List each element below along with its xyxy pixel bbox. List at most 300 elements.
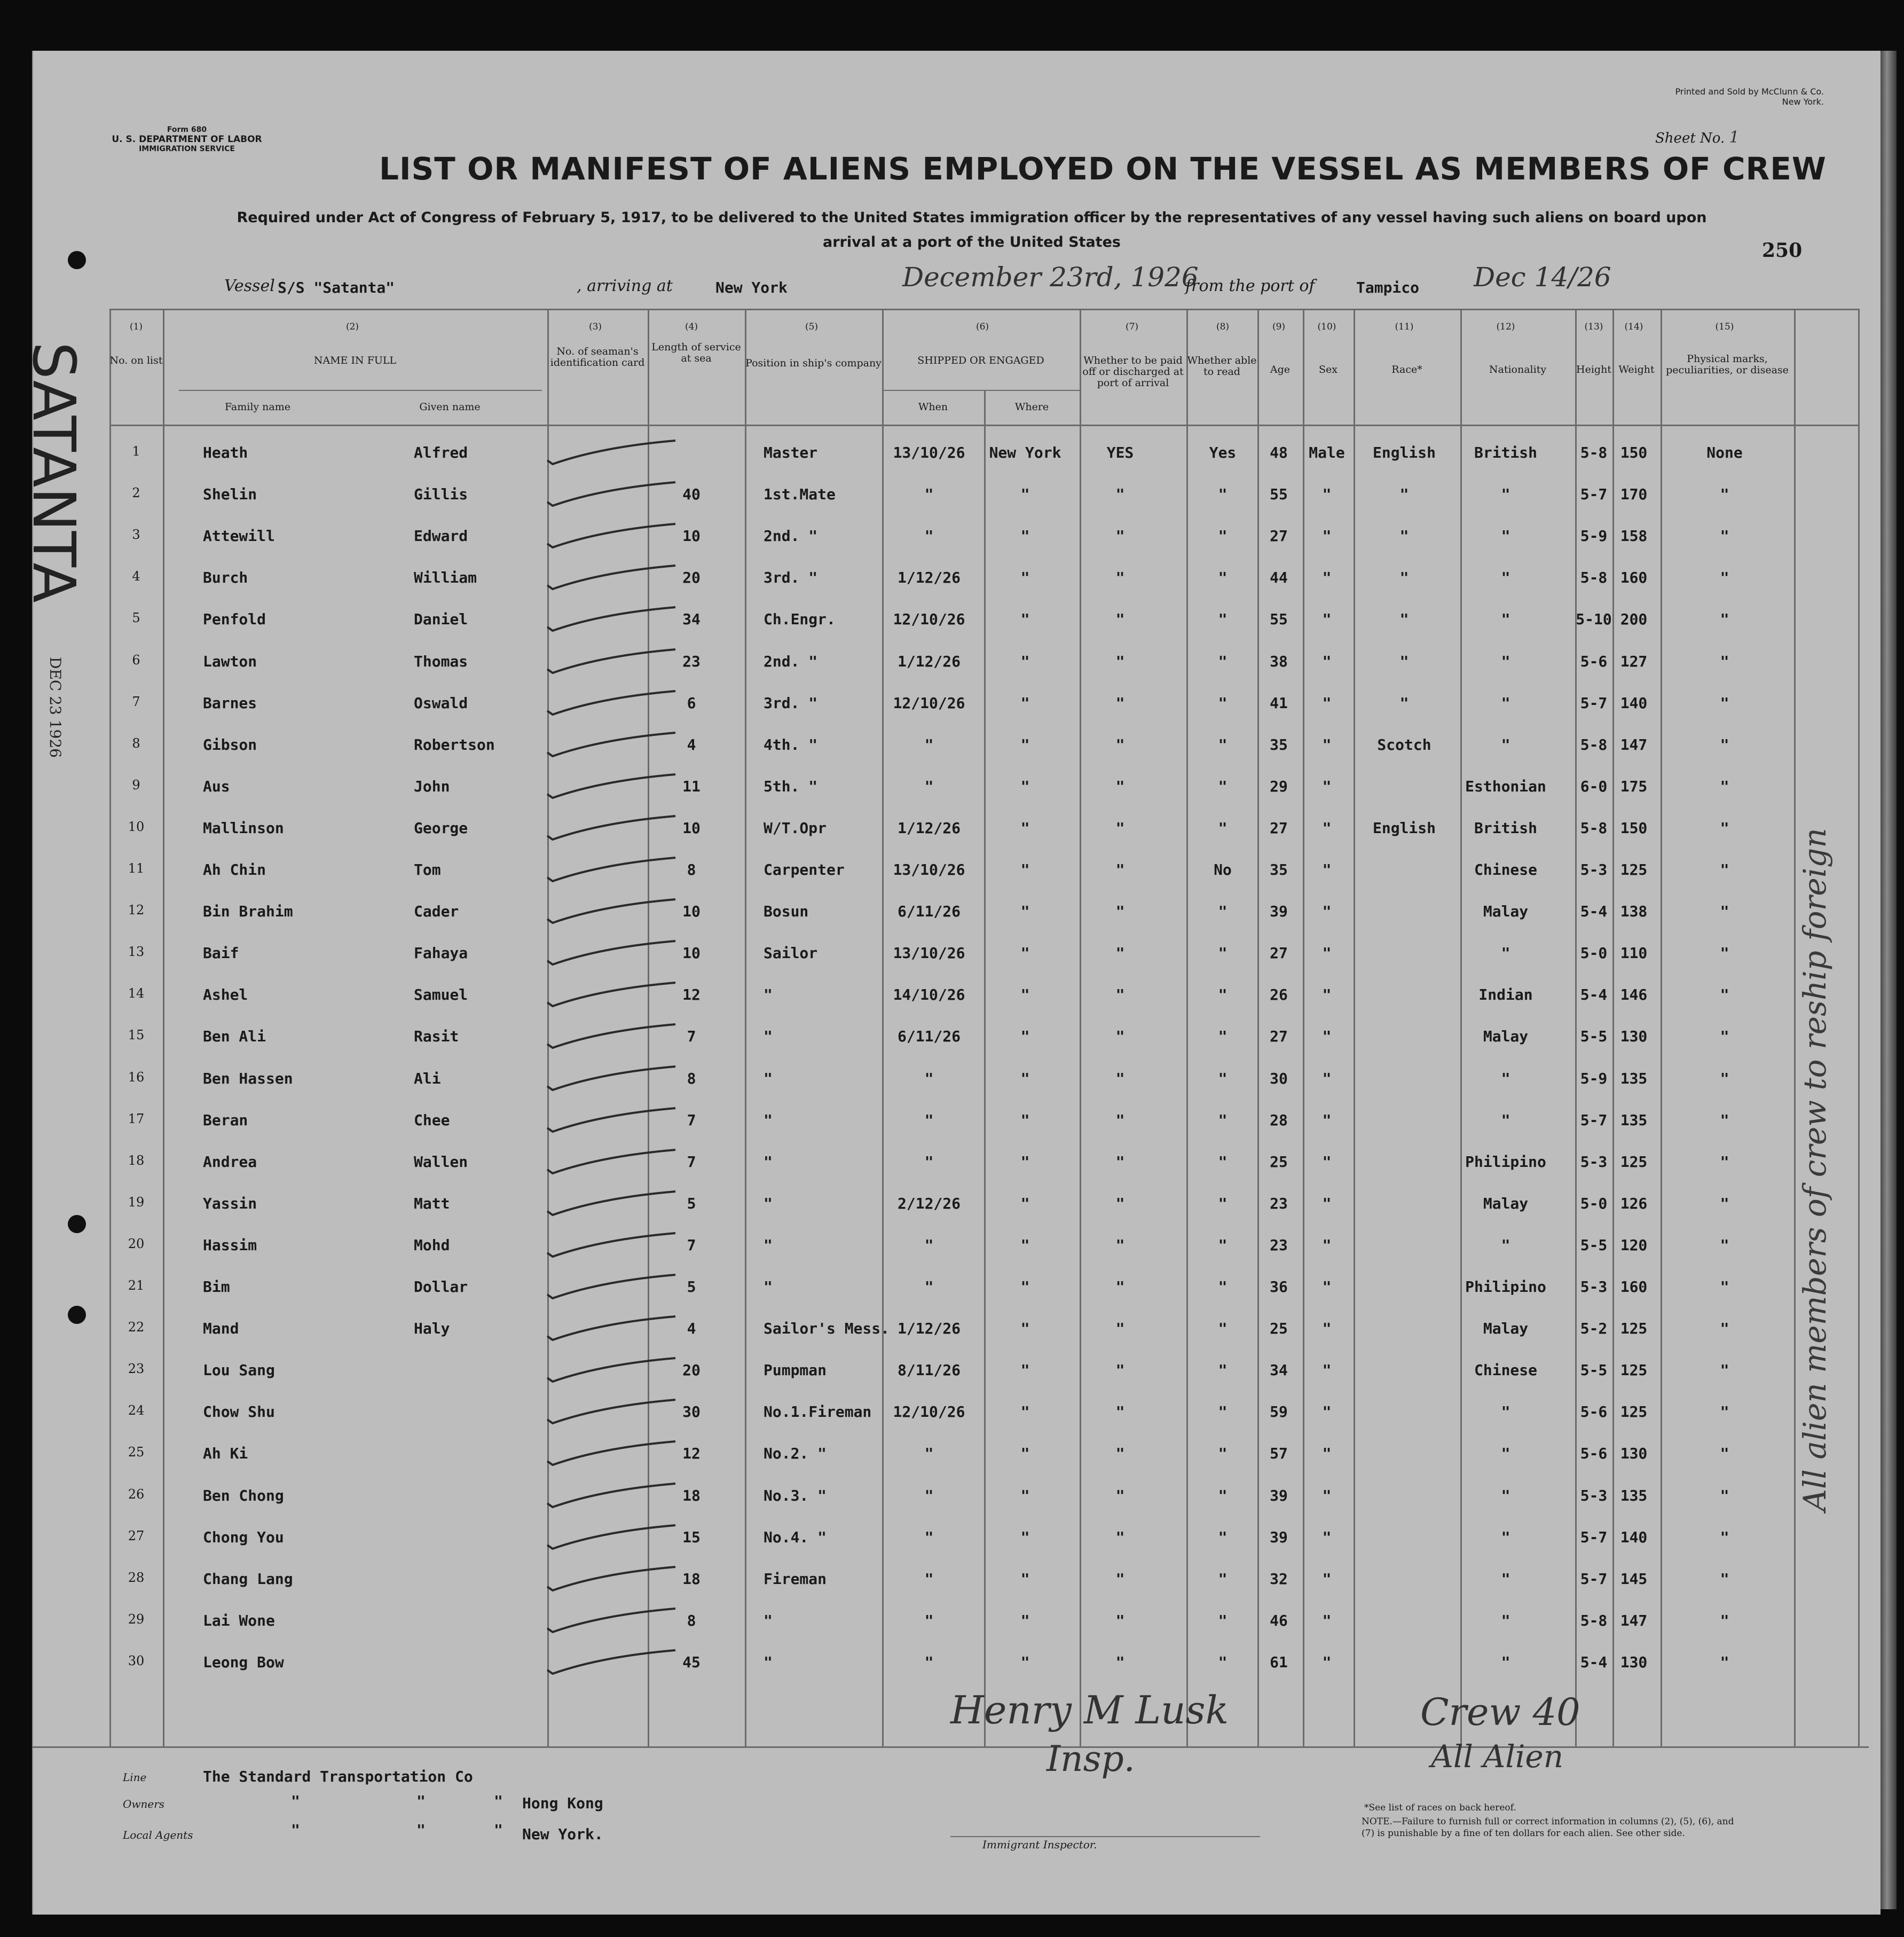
cell-service: 40	[682, 485, 701, 504]
column-header-when: When	[918, 401, 948, 413]
cell-position: 1st.Mate	[764, 485, 836, 504]
column-header-position: Position in ship's company	[745, 357, 882, 369]
cell-service: 10	[682, 903, 701, 921]
cell-marks: "	[1720, 694, 1729, 712]
table-top-rule	[109, 309, 1858, 310]
cell-age: 29	[1270, 777, 1288, 795]
page-subtitle: Required under Act of Congress of February 5, 1917, to be delivered to the United States immigration officer by the representatives of any vessel having such aliens on board upon arrival at a port of the United States	[237, 209, 1707, 250]
cell-sex: "	[1322, 1320, 1332, 1338]
cell-read: No	[1214, 861, 1232, 879]
cell-paid: "	[1115, 1361, 1125, 1379]
check-mark-icon	[537, 1563, 681, 1595]
cell-marks: "	[1720, 1528, 1729, 1546]
cell-nat: "	[1501, 1111, 1510, 1129]
cell-read: "	[1218, 694, 1228, 712]
cell-race: "	[1399, 610, 1409, 629]
cell-when: "	[924, 1152, 934, 1171]
cell-position: "	[764, 1236, 773, 1254]
agents-ditto: "	[291, 1821, 300, 1839]
cell-where: "	[1020, 861, 1030, 879]
cell-height: 6-0	[1580, 777, 1608, 795]
cell-position: Ch.Engr.	[764, 610, 836, 629]
cell-given: Ali	[414, 1069, 441, 1087]
cell-marks: "	[1720, 527, 1729, 545]
cell-read: "	[1218, 944, 1228, 962]
column-header-nationality: Nationality	[1489, 364, 1547, 375]
cell-sex: "	[1322, 1486, 1332, 1504]
cell-age: 39	[1270, 1528, 1288, 1546]
cell-no: 2	[132, 485, 140, 501]
cell-race: "	[1399, 694, 1409, 712]
arrival-date: December 23rd, 1926	[902, 262, 1199, 293]
cell-nat: Malay	[1483, 903, 1529, 921]
check-mark-icon	[537, 1271, 681, 1303]
cell-height: 5-7	[1580, 1570, 1608, 1588]
cell-where: "	[1020, 1611, 1030, 1629]
column-rule	[1794, 309, 1796, 1746]
agents-label: Local Agents	[123, 1829, 193, 1841]
cell-paid: "	[1115, 861, 1125, 879]
column-header-height: Height	[1576, 364, 1611, 375]
cell-where: "	[1020, 903, 1030, 921]
cell-service: 5	[687, 1194, 696, 1212]
cell-read: "	[1218, 610, 1228, 629]
cell-height: 5-2	[1580, 1320, 1608, 1338]
agents-ditto: "	[494, 1821, 503, 1839]
cell-sex: "	[1322, 819, 1332, 837]
cell-no: 6	[132, 652, 140, 668]
cell-when: 12/10/26	[893, 694, 965, 712]
cell-weight: 120	[1620, 1236, 1648, 1254]
cell-sex: "	[1322, 1278, 1332, 1296]
cell-paid: "	[1115, 1320, 1125, 1338]
column-rule	[1354, 309, 1355, 1746]
cell-family: Mallinson	[203, 819, 284, 837]
cell-marks: "	[1720, 652, 1729, 670]
inspector-title: Insp.	[1047, 1738, 1135, 1779]
cell-weight: 170	[1620, 485, 1648, 504]
cell-sex: "	[1322, 652, 1332, 670]
cell-height: 5-9	[1580, 527, 1608, 545]
cell-service: 7	[687, 1111, 696, 1129]
cell-service: 34	[682, 610, 701, 629]
cell-weight: 175	[1620, 777, 1648, 795]
vessel-name: S/S "Satanta"	[278, 279, 395, 296]
cell-when: "	[924, 485, 934, 504]
check-mark-icon	[537, 1646, 681, 1678]
cell-no: 1	[132, 444, 140, 459]
check-mark-icon	[537, 770, 681, 802]
cell-age: 27	[1270, 819, 1288, 837]
cell-where: "	[1020, 1320, 1030, 1338]
column-rule	[745, 309, 746, 1746]
shipped-subrule	[882, 390, 1080, 391]
cell-where: "	[1020, 1403, 1030, 1421]
cell-given: Cader	[414, 903, 459, 921]
column-header-able-read: Whether able to read	[1187, 355, 1257, 378]
cell-family: Heath	[203, 444, 248, 461]
cell-when: "	[924, 1528, 934, 1546]
cell-service: 11	[682, 777, 701, 795]
column-header-paid-off: Whether to be paid off or discharged at port of arrival	[1082, 355, 1184, 389]
cell-service: 20	[682, 1361, 701, 1379]
cell-sex: "	[1322, 861, 1332, 879]
cell-no: 21	[128, 1278, 145, 1293]
cell-paid: "	[1115, 1528, 1125, 1546]
cell-height: 5-8	[1580, 819, 1608, 837]
cell-age: 41	[1270, 694, 1288, 712]
cell-family: Chong You	[203, 1528, 284, 1546]
cell-nat: "	[1501, 1445, 1510, 1463]
column-header-where: Where	[1014, 401, 1049, 413]
check-mark-icon	[537, 1312, 681, 1344]
check-mark-icon	[537, 1479, 681, 1511]
column-rule	[1186, 309, 1188, 1746]
cell-given: George	[414, 819, 468, 837]
cell-marks: "	[1720, 1653, 1729, 1671]
cell-family: Yassin	[203, 1194, 257, 1212]
cell-age: 48	[1270, 444, 1288, 461]
cell-given: Tom	[414, 861, 441, 879]
check-mark-icon	[537, 478, 681, 510]
cell-given: Gillis	[414, 485, 468, 504]
cell-when: 14/10/26	[893, 986, 965, 1004]
column-header-marks: Physical marks, peculiarities, or disease	[1666, 353, 1789, 376]
cell-paid: "	[1115, 527, 1125, 545]
cell-read: "	[1218, 485, 1228, 504]
cell-height: 5-4	[1580, 986, 1608, 1004]
cell-read: "	[1218, 1445, 1228, 1463]
agents-ditto: "	[416, 1821, 426, 1839]
cell-position: "	[764, 1028, 773, 1046]
cell-position: No.4. "	[764, 1528, 827, 1546]
check-mark-icon	[537, 1187, 681, 1219]
check-mark-icon	[537, 728, 681, 760]
margin-stamp-date: DEC 23 1926	[46, 657, 64, 758]
races-note: *See list of races on back hereof.	[1364, 1802, 1516, 1813]
cell-no: 24	[128, 1403, 145, 1418]
cell-position: Carpenter	[764, 861, 845, 879]
cell-race: "	[1399, 652, 1409, 670]
cell-nat: "	[1501, 1653, 1510, 1671]
check-mark-icon	[537, 687, 681, 719]
owners-ditto: "	[494, 1792, 503, 1810]
cell-where: "	[1020, 986, 1030, 1004]
cell-marks: "	[1720, 777, 1729, 795]
cell-family: Chow Shu	[203, 1403, 275, 1421]
cell-sex: "	[1322, 777, 1332, 795]
cell-sex: "	[1322, 735, 1332, 754]
cell-nat: "	[1501, 485, 1510, 504]
cell-no: 25	[128, 1445, 145, 1460]
cell-nat: "	[1501, 694, 1510, 712]
column-header-age: Age	[1270, 364, 1291, 375]
cell-service: 23	[682, 652, 701, 670]
column-header-id-card: No. of seaman's identification card	[550, 346, 645, 368]
cell-where: "	[1020, 1069, 1030, 1087]
cell-read: "	[1218, 777, 1228, 795]
cell-marks: "	[1720, 1028, 1729, 1046]
cell-position: 3rd. "	[764, 569, 818, 587]
cell-age: 38	[1270, 652, 1288, 670]
cell-weight: 146	[1620, 986, 1648, 1004]
cell-no: 9	[132, 777, 140, 793]
binding-edge	[1881, 51, 1897, 1909]
owners-ditto: "	[291, 1792, 300, 1810]
cell-sex: Male	[1309, 444, 1345, 461]
cell-age: 57	[1270, 1445, 1288, 1463]
cell-service: 12	[682, 986, 701, 1004]
check-mark-icon	[537, 561, 681, 593]
cell-weight: 135	[1620, 1069, 1648, 1087]
cell-read: "	[1218, 1570, 1228, 1588]
column-rule	[163, 309, 164, 1746]
departure-port: Tampico	[1356, 279, 1420, 296]
cell-race: "	[1399, 485, 1409, 504]
cell-read: "	[1218, 1528, 1228, 1546]
column-header-no-on-list: No. on list	[109, 355, 163, 366]
cell-paid: "	[1115, 694, 1125, 712]
cell-marks: "	[1720, 735, 1729, 754]
cell-marks: "	[1720, 1445, 1729, 1463]
cell-paid: "	[1115, 652, 1125, 670]
cell-nat: Malay	[1483, 1320, 1529, 1338]
cell-position: Bosun	[764, 903, 809, 921]
cell-height: 5-7	[1580, 1111, 1608, 1129]
cell-marks: "	[1720, 1111, 1729, 1129]
cell-sex: "	[1322, 1111, 1332, 1129]
cell-weight: 130	[1620, 1653, 1648, 1671]
cell-nat: "	[1501, 1528, 1510, 1546]
column-number: (6)	[975, 321, 989, 332]
cell-paid: "	[1115, 610, 1125, 629]
cell-given: Wallen	[414, 1152, 468, 1171]
cell-no: 20	[128, 1236, 145, 1251]
cell-paid: "	[1115, 1069, 1125, 1087]
cell-weight: 150	[1620, 444, 1648, 461]
cell-height: 5-5	[1580, 1028, 1608, 1046]
cell-paid: "	[1115, 1611, 1125, 1629]
cell-where: "	[1020, 735, 1030, 754]
check-mark-icon	[537, 1062, 681, 1094]
cell-marks: "	[1720, 944, 1729, 962]
cell-when: 1/12/26	[897, 1320, 961, 1338]
sheet-number: Sheet No. 1	[1655, 128, 1740, 147]
cell-family: Lawton	[203, 652, 257, 670]
column-number: (7)	[1125, 321, 1139, 332]
cell-nat: "	[1501, 1611, 1510, 1629]
check-mark-icon	[537, 1437, 681, 1469]
cell-weight: 110	[1620, 944, 1648, 962]
cell-age: 26	[1270, 986, 1288, 1004]
departure-date: Dec 14/26	[1474, 262, 1611, 293]
cell-age: 35	[1270, 735, 1288, 754]
cell-when: "	[924, 777, 934, 795]
cell-no: 22	[128, 1320, 145, 1335]
cell-read: "	[1218, 1194, 1228, 1212]
cell-height: 5-8	[1580, 444, 1608, 461]
cell-height: 5-6	[1580, 652, 1608, 670]
cell-height: 5-8	[1580, 735, 1608, 754]
cell-family: Beran	[203, 1111, 248, 1129]
cell-nat: Malay	[1483, 1194, 1529, 1212]
cell-race: "	[1399, 527, 1409, 545]
cell-weight: 200	[1620, 610, 1648, 629]
cell-read: "	[1218, 527, 1228, 545]
cell-height: 5-7	[1580, 1528, 1608, 1546]
cell-height: 5-8	[1580, 569, 1608, 587]
cell-weight: 147	[1620, 735, 1648, 754]
cell-where: "	[1020, 694, 1030, 712]
column-number: (12)	[1496, 321, 1515, 332]
cell-marks: "	[1720, 1320, 1729, 1338]
cell-family: Lou Sang	[203, 1361, 275, 1379]
cell-when: 13/10/26	[893, 861, 965, 879]
cell-read: "	[1218, 1403, 1228, 1421]
column-number: (10)	[1317, 321, 1336, 332]
cell-height: 5-3	[1580, 1486, 1608, 1504]
cell-paid: "	[1115, 735, 1125, 754]
cell-where: "	[1020, 485, 1030, 504]
cell-age: 25	[1270, 1152, 1288, 1171]
cell-no: 23	[128, 1361, 145, 1377]
cell-no: 8	[132, 735, 140, 751]
cell-position: No.2. "	[764, 1445, 827, 1463]
cell-sex: "	[1322, 944, 1332, 962]
cell-read: "	[1218, 1111, 1228, 1129]
cell-age: 32	[1270, 1570, 1288, 1588]
cell-height: 5-3	[1580, 1278, 1608, 1296]
cell-read: "	[1218, 1069, 1228, 1087]
cell-when: "	[924, 1278, 934, 1296]
cell-sex: "	[1322, 1361, 1332, 1379]
cell-family: Ah Ki	[203, 1445, 248, 1463]
cell-given: Mohd	[414, 1236, 450, 1254]
check-mark-icon	[537, 1229, 681, 1261]
cell-weight: 145	[1620, 1570, 1648, 1588]
cell-read: "	[1218, 819, 1228, 837]
cell-paid: "	[1115, 1152, 1125, 1171]
cell-marks: "	[1720, 986, 1729, 1004]
cell-weight: 125	[1620, 1361, 1648, 1379]
cell-where: "	[1020, 610, 1030, 629]
cell-position: 2nd. "	[764, 527, 818, 545]
column-header-name-in-full: NAME IN FULL	[313, 355, 397, 366]
cell-marks: "	[1720, 569, 1729, 587]
cell-height: 5-7	[1580, 485, 1608, 504]
cell-position: Fireman	[764, 1570, 827, 1588]
cell-weight: 135	[1620, 1486, 1648, 1504]
cell-position: No.1.Fireman	[764, 1403, 872, 1421]
cell-no: 15	[128, 1028, 145, 1043]
cell-paid: "	[1115, 986, 1125, 1004]
cell-where: "	[1020, 819, 1030, 837]
cell-nat: Chinese	[1474, 1361, 1538, 1379]
cell-nat: Esthonian	[1465, 777, 1546, 795]
column-header-given-name: Given name	[419, 401, 481, 413]
check-mark-icon	[537, 937, 681, 969]
cell-when: 6/11/26	[897, 1028, 961, 1046]
cell-service: 4	[687, 1320, 696, 1338]
cell-when: 13/10/26	[893, 444, 965, 461]
cell-height: 5-7	[1580, 694, 1608, 712]
column-header-length-service: Length of service at sea	[651, 341, 741, 364]
cell-read: "	[1218, 652, 1228, 670]
cell-family: Leong Bow	[203, 1653, 284, 1671]
cell-where: "	[1020, 1486, 1030, 1504]
cell-nat: "	[1501, 735, 1510, 754]
signature-rule	[950, 1836, 1260, 1837]
column-number: (3)	[588, 321, 602, 332]
cell-no: 7	[132, 694, 140, 709]
cell-service: 18	[682, 1486, 701, 1504]
check-mark-icon	[537, 1020, 681, 1052]
cell-marks: "	[1720, 1570, 1729, 1588]
cell-when: "	[924, 1653, 934, 1671]
cell-height: 5-5	[1580, 1236, 1608, 1254]
punch-hole	[68, 1215, 86, 1233]
cell-service: 8	[687, 1611, 696, 1629]
cell-marks: "	[1720, 903, 1729, 921]
cell-sex: "	[1322, 1194, 1332, 1212]
cell-sex: "	[1322, 610, 1332, 629]
cell-height: 5-4	[1580, 1653, 1608, 1671]
check-mark-icon	[537, 978, 681, 1010]
agents-value: New York.	[522, 1825, 603, 1843]
cell-given: Robertson	[414, 735, 495, 754]
cell-when: "	[924, 1069, 934, 1087]
cell-age: 39	[1270, 903, 1288, 921]
cell-weight: 125	[1620, 1152, 1648, 1171]
cell-paid: "	[1115, 1278, 1125, 1296]
cell-height: 5-6	[1580, 1403, 1608, 1421]
cell-when: "	[924, 735, 934, 754]
cell-read: "	[1218, 986, 1228, 1004]
cell-read: "	[1218, 1028, 1228, 1046]
cell-nat: "	[1501, 1570, 1510, 1588]
check-mark-icon	[537, 520, 681, 552]
cell-age: 25	[1270, 1320, 1288, 1338]
cell-race: "	[1399, 569, 1409, 587]
cell-service: 8	[687, 1069, 696, 1087]
cell-marks: "	[1720, 1361, 1729, 1379]
cell-when: "	[924, 1486, 934, 1504]
cell-age: 23	[1270, 1236, 1288, 1254]
column-rule	[1303, 309, 1304, 1746]
cell-weight: 140	[1620, 1528, 1648, 1546]
cell-weight: 138	[1620, 903, 1648, 921]
cell-nat: Malay	[1483, 1028, 1529, 1046]
cell-sex: "	[1322, 569, 1332, 587]
cell-no: 16	[128, 1069, 145, 1085]
cell-service: 12	[682, 1445, 701, 1463]
cell-service: 10	[682, 944, 701, 962]
cell-paid: "	[1115, 903, 1125, 921]
cell-paid: "	[1115, 1486, 1125, 1504]
line-value: The Standard Transportation Co	[203, 1768, 473, 1785]
column-rule	[1661, 309, 1662, 1746]
cell-read: "	[1218, 1236, 1228, 1254]
cell-when: "	[924, 1445, 934, 1463]
cell-marks: "	[1720, 610, 1729, 629]
cell-height: 5-5	[1580, 1361, 1608, 1379]
cell-paid: "	[1115, 1403, 1125, 1421]
cell-when: 6/11/26	[897, 903, 961, 921]
cell-family: Hassim	[203, 1236, 257, 1254]
cell-marks: None	[1706, 444, 1743, 461]
check-mark-icon	[537, 1146, 681, 1178]
cell-given: Oswald	[414, 694, 468, 712]
